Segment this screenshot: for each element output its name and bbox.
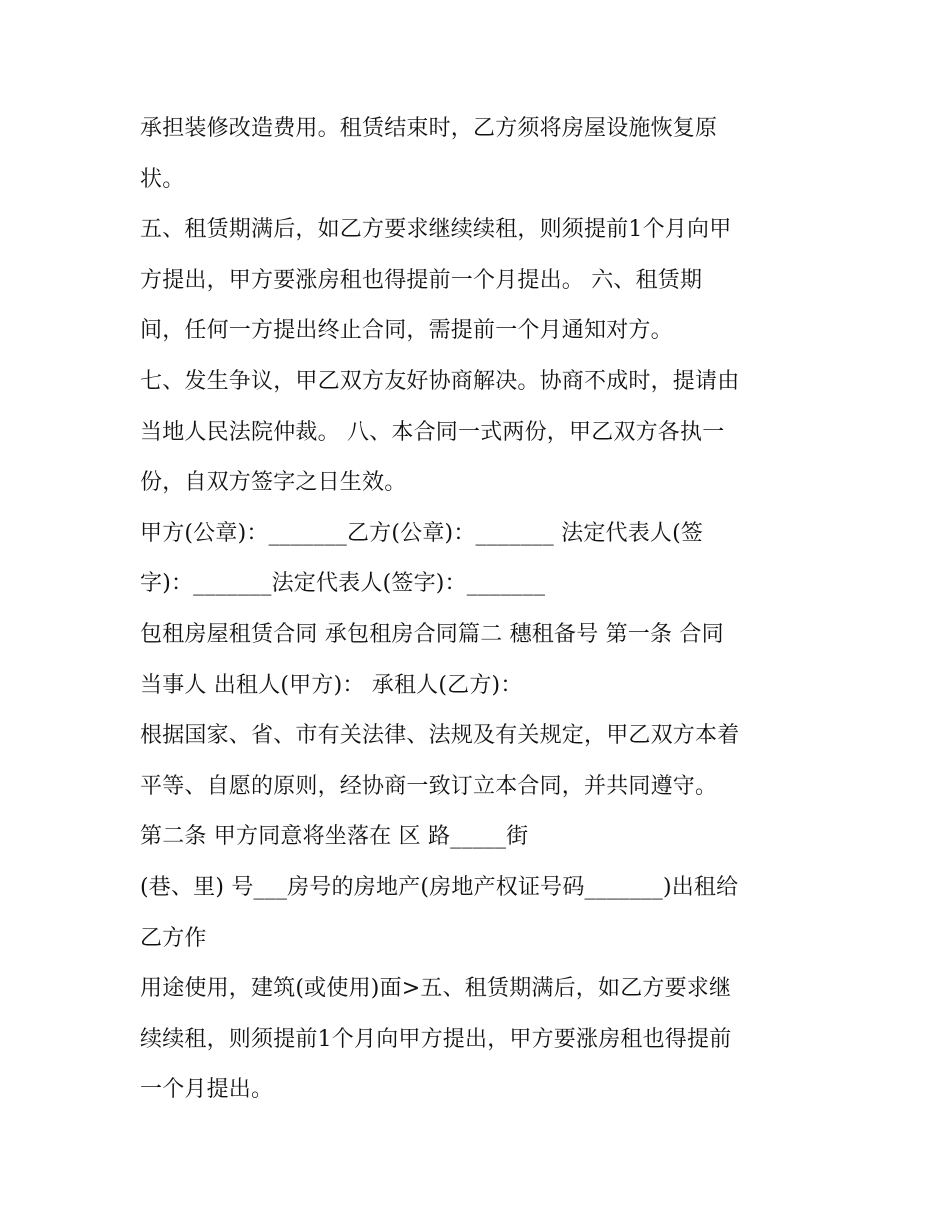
signature-line: 字)：_______法定代表人(签字)：_______	[140, 571, 546, 597]
text-line: (巷、里) 号___房号的房地产(房地产权证号码_______)出租给	[140, 874, 739, 900]
text-line: 一个月提出。	[140, 1077, 274, 1103]
text-line: 方提出，甲方要涨房租也得提前一个月提出。 六、租赁期	[140, 267, 703, 293]
contract-text	[140, 104, 820, 1116]
text-line: 七、发生争议，甲乙双方友好协商解决。协商不成时，提请由	[140, 368, 740, 394]
text-line: 份，自双方签字之日生效。	[140, 470, 407, 496]
text-line: 五、租赁期满后，如乙方要求继续续租，则须提前1个月向甲	[140, 217, 732, 243]
text-line: 根据国家、省、市有关法律、法规及有关规定，甲乙双方本着	[140, 723, 740, 749]
text-line: 第二条 甲方同意将坐落在 区 路_____街	[140, 824, 529, 850]
text-line: 承担装修改造费用。租赁结束时，乙方须将房屋设施恢复原	[140, 116, 718, 141]
signature-line: 甲方(公章)：_______乙方(公章)：_______ 法定代表人(签	[140, 520, 704, 546]
text-line: 用途使用，建筑(或使用)面>五、租赁期满后，如乙方要求继	[140, 976, 732, 1002]
text-line: 间，任何一方提出终止合同，需提前一个月通知对方。	[140, 318, 673, 344]
text-line: 当地人民法院仲裁。 八、本合同一式两份，甲乙双方各执一	[140, 419, 725, 445]
text-line: 包租房屋租赁合同 承包租房合同篇二 穗租备号 第一条 合同	[140, 621, 724, 647]
text-line: 状。	[140, 166, 185, 192]
text-line: 平等、自愿的原则，经协商一致订立本合同，并共同遵守。	[140, 773, 718, 799]
text-line: 乙方作	[140, 925, 207, 951]
text-line: 续续租，则须提前1个月向甲方提出，甲方要涨房租也得提前	[140, 1026, 732, 1052]
text-line: 当事人 出租人(甲方)： 承租人(乙方)：	[140, 672, 523, 698]
